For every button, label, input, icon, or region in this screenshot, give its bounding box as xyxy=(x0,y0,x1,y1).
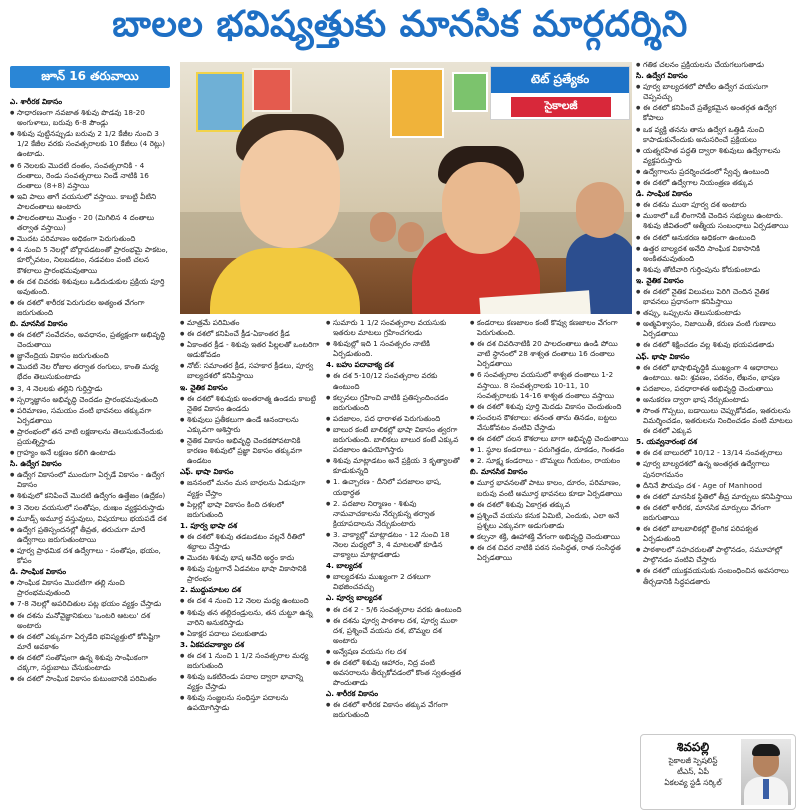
bullet-point: ● ఈ దశను పూర్వ పాఠశాల దశ, పూర్వ ముఠా దశ, ప్రశ్నించే వయసు దశ, బొమ్మల దశ అంటారు xyxy=(326,616,464,646)
author-institute: ఏకలవ్య స్టడీ సర్కిల్ xyxy=(664,778,722,787)
bullet-point: ● మొదట పరిమాణం అధికంగా పెరుగుతుంది xyxy=(10,234,170,244)
bullet-point: ● ఈ దశలో అనుకరణ అధికంగా ఉంటుంది xyxy=(636,233,796,243)
bullet-point: ● ఈ దశలో శిశువు ఆహారం, నిద్ర వంటి అవసరాలను తీర్చుకోవడంలో కొంత స్వతంత్రత పొందుతాడు xyxy=(326,658,464,688)
section-heading: 4. బాల్యదశ xyxy=(326,561,362,571)
author-photo xyxy=(741,739,791,805)
bullet-point: ● జ్ఞానేంద్రియ వికాసం జరుగుతుంది xyxy=(10,351,170,361)
section-heading: 1. పూర్వ భాషా దశ xyxy=(180,520,237,530)
bullet-point: ● ఈ దశ 2 - 5/6 సంవత్సరాల వరకు ఉంటుంది xyxy=(326,605,464,615)
section-heading: బి. మానసిక వికాసం xyxy=(10,318,68,328)
bullet-point: ● ఈ దశ చివర నాటికి పఠన సంసిద్ధత, రాత సంసిద్ధత ఏర్పడతాయి xyxy=(470,543,630,563)
bullet-point: ● సంచలన కౌశలాలు: తనంత తాను తినడం, బట్టలు వేసుకోవటం వంటివి చేస్తాడు xyxy=(470,413,630,433)
column-2 xyxy=(180,318,320,810)
bullet-point: ● సొంత గొప్పలు, బడాయిలు చెప్పుకోవడం, ఇతరులను విమర్శించడం, ఇతరులను నిందించడం వంటి మాటలు ఈ దశలో ఎక్కువ xyxy=(636,406,796,436)
bullet-point: ● 3, 4 నెలలకు తల్లిని గుర్తిస్తాడు xyxy=(10,384,170,394)
bullet-point: ● ఈ దశ బాలురలో 10/12 - 13/14 సంవత్సరాలు xyxy=(636,448,796,458)
bullet-point: ● నోట్: సమాంతర క్రీడ, సహకార క్రీడలు, పూర్వ బాల్యదశలో కనిపిస్తాయి xyxy=(180,361,320,381)
bullet-point: ● పూర్వ బాల్యదశలో పోటీల ఉద్వేగ వయసుగా చెప్పవచ్చు xyxy=(636,82,796,102)
bullet-point: ● ఈ దశలో ఎక్కువగా ఏర్పడేది భవిష్యత్తులో కోపిష్టిగా మారే అవకాశం xyxy=(10,632,170,652)
bullet-point: ● ఈ దశలో శిశువు ఏకాగ్రత తక్కువ xyxy=(470,500,630,510)
bullet-point: ● ప్రశ్నించే వయసు కనుక ఏమిటి, ఎందుకు, ఎలా అనే ప్రశ్నలు ఎక్కువగా అడుగుతాడు xyxy=(470,511,630,531)
bullet-point: ● శిశువు తన తల్లిదండ్రులను, తన చుట్టూ ఉన్న వారిని అనుకరిస్తాడు xyxy=(180,608,320,628)
bullet-point: ● పదజాలం, పద ధారాళత పెరుగుతుంది xyxy=(326,414,464,424)
bullet-point: ● కండరాలు కణజాలం కంటే కొవ్వు కణజాలం వేగంగా పెరుగుతుంది. xyxy=(470,318,630,338)
bullet-point: ● ఈ దశలో ఉద్వేగాల నియంత్రణ తక్కువ xyxy=(636,178,796,188)
bullet-point: ● ఈ దశలో శారీరక పెరుగుదల అత్యంత వేగంగా జరుగుతుంది xyxy=(10,298,170,318)
column-1 xyxy=(10,96,170,808)
tet-special-badge xyxy=(490,66,630,120)
bullet-point: ● ఒక వ్యక్తి తనను తాను ఉద్వేగ ఒత్తిడి నుంచి కాపాడుకునేందుకు అనుసరించే ప్రక్రియలు xyxy=(636,125,796,145)
bullet-point: ● మాత్రమే పరిమితం xyxy=(180,318,320,328)
bullet-point: ● ఈ దశలో శిక్షించడం వల్ల శిశువు భయపడతాడు xyxy=(636,340,796,350)
section-heading: ఎఫ్. భాషా వికాసం xyxy=(636,351,690,361)
bullet-point: ● ఈ దశలో కనిపించే ప్రత్యేకమైన అంతర్గత ఉద్వేగ కోపాలు xyxy=(636,103,796,123)
bullet-point: ● ఈ దశ 1 నుంచి 1 1/2 సంవత్సరాల మధ్య జరుగుతుంది xyxy=(180,651,320,671)
column-5 xyxy=(636,60,796,732)
bullet-point: ● స్పర్శాజ్ఞానం అభివృద్ధి చెందడం ప్రారంభమవుతుంది xyxy=(10,395,170,405)
bullet-point: ● ఈ దశ చివరినాటికి 20 పాలదంతాలు ఉండి పోయి వాటి స్థానంలో 28 శాశ్వత దంతాలు 16 దంతాలు ఏర్పడతాయి xyxy=(470,339,630,369)
bullet-point: ● మూడ్స్ అమూర్త వస్తువులు, విషయాలు భయపడే దశ xyxy=(10,514,170,524)
bullet-point: ● ఈ దశలో శిశువుకు అంతరాత్మ ఉండదు కాబట్టి నైతిక వికాసం ఉండదు xyxy=(180,394,320,414)
bullet-point: ● సాంఘిక వికాసం మొదటిగా తల్లి నుంచి ప్రారంభమవుతుంది xyxy=(10,578,170,598)
bullet-point: ● ఈ దశలో చలన కౌశలాలు బాగా అభివృద్ధి చెందుతాయి xyxy=(470,434,630,444)
tet-special-title: టెట్ ప్రత్యేకం xyxy=(491,67,629,93)
bullet-point: ● శిశువు సంజ్ఞలను సంధిస్తూ పదాలను ఉపయోగిస్తాడు xyxy=(180,693,320,713)
section-heading: 2. ముద్దుమాటల దశ xyxy=(180,585,241,595)
bullet-point: ● సుమారు 1 1/2 సంవత్సరాల వయసుకు ఇతరుల మాటలు గ్రహించగలడు xyxy=(326,318,464,338)
bullet-point: ● శిశువుల్లో ఇది 1 సంవత్సరం నాటికి ఏర్పడుతుంది. xyxy=(326,339,464,359)
bullet-point: ● 1. ఉచ్చారణ - దీనిలో పదజాలం భాష, యథార్థత xyxy=(326,477,464,497)
bullet-point: ● పిల్లల్లో భాషా వికాసం కింది దశలలో జరుగుతుంది xyxy=(180,500,320,520)
bullet-point: ● పదజాలం, పదధారాళత అభివృద్ధి చెందుతాయి xyxy=(636,384,796,394)
bullet-point: ● ఈ దశలో శిశువు తడబడటం వల్లనే రీతిలో శబ్దాలు చేస్తాడు xyxy=(180,532,320,552)
bullet-point: ● ఈ దశలో శారీరక వికాసం తక్కువ వేగంగా జరుగుతుంది xyxy=(326,700,464,720)
bullet-point: ● 4 నుంచి 5 నెలల్లో బోర్లాపడటంతో ప్రారంభమై పాకటం, కూర్చోవటం, నిలబడటం, నడవటం వంటి చలన కౌశలాలు ప్రారంభమవుతాయి xyxy=(10,245,170,275)
bullet-point: ● పాఠశాలలో సహచరులతో పాల్గొనడం, సమూహాల్లో పాల్గొనడం వంటివి చేస్తారు xyxy=(636,545,796,565)
section-heading: డి. సాంఘిక వికాసం xyxy=(636,189,693,199)
continuation-label: జూన్ 16 తరువాయి xyxy=(10,66,170,88)
bullet-point: ● 1. స్థూల కండరాలు - పరుగెత్తడం, దూకడం, గెంతడం xyxy=(470,445,630,455)
bullet-point: ● శిశువు పుట్టినప్పుడు బరువు 2 1/2 కేజీల నుంచి 3 1/2 కేజీల వరకు సంవత్సరాలకు 10 కేజీలు (4 రెట్లు) ఉంటాడు. xyxy=(10,129,170,159)
section-heading: డి. సాంఘిక వికాసం xyxy=(10,567,67,577)
bullet-point: ● మూర్త భావనలతో పాటు కాలం, దూరం, పరిమాణం, బరువు వంటి అమూర్త భావనలు కూడా ఏర్పడతాయి xyxy=(470,478,630,498)
bullet-point: ● ఈ దశలో నైతిక విలువలు పెరిగి చెందిన నైతిక భావనలు ప్రధానంగా కనిపిస్తాయి xyxy=(636,287,796,307)
section-heading: ఇ. నైతిక వికాసం xyxy=(180,382,228,392)
bullet-point: ● శిశువు ఒకటిరెండు పదాల ద్వారా భావాన్ని వ్యక్తం చేస్తాడు xyxy=(180,672,320,692)
bullet-point: ● ఈ దశలో కనిపించే క్రీడ-ఏకాంతర క్రీడ xyxy=(180,329,320,339)
section-heading: ఎ. శారీరక వికాసం xyxy=(10,97,63,106)
section-heading: 4. బహు పదావాక్య దశ xyxy=(326,360,394,370)
bullet-point: ● ఈ దశలో భాషాభివృద్ధికి ముఖ్యంగా 4 ఆధారాలు ఉంటాయి. అవి: శ్రవణం, పఠనం, లేఖనం, భాషణ xyxy=(636,363,796,383)
bullet-point: ● కల్పనా శక్తి, ఊహాశక్తి వేగంగా అభివృద్ధి చెందుతాయి xyxy=(470,532,630,542)
bullet-point: ● శిశువు పుట్టగానే ఏడవటం భాషా వికాసానికి ప్రారంభం xyxy=(180,564,320,584)
bullet-point: ● జననంలో మనం మన బాధలను ఏడుపుగా వ్యక్తం చేస్తాం xyxy=(180,478,320,498)
bullet-point: ● ఈ దశ చివరకు శిశువులు ఒడిదుడుకుల ప్రక్రియ పూర్తి అవుతుంది. xyxy=(10,277,170,297)
bullet-point: ● ఉద్వేగ వికాసంలో ముందుగా ఏర్పడే వికాసం - ఉద్వేగ వికాసం xyxy=(10,470,170,490)
psychology-tag: సైకాలజీ xyxy=(511,97,611,117)
column-3 xyxy=(326,318,464,810)
bullet-point: ● ఈ దశలో సంతోషంగా ఉన్న శిశువు సాంఘికంగా చక్కగా, సర్దుబాటు చేసుకుంటాడు xyxy=(10,653,170,673)
bullet-point: ● దీనినే పౌరుషం దశ - Age of Manhood xyxy=(636,481,796,491)
bullet-point: ● బాల్యదశను ముఖ్యంగా 2 దశలుగా విభజించవచ్చు xyxy=(326,572,464,592)
bullet-point: ● ఉద్వేగ ప్రతిస్పందనల్లో తీవ్రత, తరుచుగా మారే ఉద్వేగాలు జరుగుతుంటాయి xyxy=(10,525,170,545)
section-heading: ఎ. పూర్వ బాల్యదశ xyxy=(326,593,382,603)
bullet-point: ● శిశువు మాట్లాడటం అనే ప్రక్రియ 3 కృత్యాలతో కూడుకున్నది xyxy=(326,456,464,476)
bullet-point: ● పరిమాణం, సమయం వంటి భావనలు తక్కువగా ఏర్పడతాయి xyxy=(10,406,170,426)
bullet-point: ● సాధారణంగా నవజాత శిశువు పొడవు 18-20 అంగుళాలు, బరువు 6-8 పౌండ్లు xyxy=(10,108,170,128)
bullet-point: ● ఈ దశ 4 నుంచి 12 నెలల మధ్య ఉంటుంది xyxy=(180,596,320,606)
bullet-point: ● 6 నెలలకు మొదటి దంతం, సంవత్సరానికి - 4 దంతాలు, రెండు సంవత్సరాలు నిండే నాటికి 16 దంతాలు (8+8) వస్తాయి xyxy=(10,161,170,191)
bullet-point: ● ఏకాక్షర పదాలు పలుకుతాడు xyxy=(180,629,320,639)
bullet-point: ● ముఠాలో ఒకే లింగానికి చెందిన సభ్యులు ఉంటారు. శిశువు జీవితంలో ఆత్మీయ సంబంధాలు ఏర్పడతాయి xyxy=(636,211,796,231)
bullet-point: ● పూర్వ బాల్యదశలో ఉన్న అంతర్గత ఉద్వేగాలు పునరాగమనం xyxy=(636,459,796,479)
bullet-point: ● ఇవి పాలు తాగే వయసులో వస్తాయి. కాబట్టి వీటిని పాలదంతాలు అంటారు xyxy=(10,192,170,212)
bullet-point: ● యత్నరహిత పద్ధతి ద్వారా శిశువులు ఉద్వేగాలను వ్యక్తపరుస్తారు xyxy=(636,146,796,166)
bullet-point: ● నైతిక వికాసం అభివృద్ధి చెందకపోవటానికి కారణం శిశువులో ప్రజ్ఞా వికాసం తక్కువగా ఉండటం xyxy=(180,436,320,466)
bullet-point: ● ఈ దశలో సంవేదనం, అవధానం, ప్రత్యక్షంగా అభివృద్ధి చెందుతాయి xyxy=(10,330,170,350)
bullet-point: ● ఈ దశను ముఠా పూర్వ దశ అంటారు xyxy=(636,200,796,210)
bullet-point: ● పూర్వ ప్రాథమిక దశ ఉద్వేగాలు - సంతోషం, భయం, కోపం xyxy=(10,546,170,566)
headline: బాలల భవిష్యత్తుకు మానసిక మార్గదర్శిని xyxy=(112,4,688,45)
bullet-point: ● శిశువు తోటివారి గుర్తింపును కోరుకుంటాడు xyxy=(636,265,796,275)
section-heading: ఎ. శారీరక వికాసం xyxy=(326,689,379,699)
bullet-point: ● 7-8 నెలల్లో అపరిచితుల పట్ల భయం వ్యక్తం చేస్తాడు xyxy=(10,599,170,609)
section-heading: 3. ఏకపదవాక్యాల దశ xyxy=(180,639,244,649)
bullet-point: ● గ్రాహ్యం అనే లక్షణం కలిగి ఉంటాడు xyxy=(10,448,170,458)
bullet-point: ● శిశువులు ప్రతీకలుగా ఉండే ఆనందాలను ఎక్కువగా ఆశిస్తారు xyxy=(180,415,320,435)
bullet-point: ● ఈ దశలో మానసిక స్థితిలో తీవ్ర మార్పులు కనిపిస్తాయి xyxy=(636,492,796,502)
bullet-point: ● ఈ దశను మనోవైజ్ఞానికులు 'ఒంటరి ఆటలు' దశ అంటారు xyxy=(10,611,170,631)
bullet-point: ● ఈ దశలో శారీరక, మానసిక మార్పులు వేగంగా జరుగుతాయి xyxy=(636,503,796,523)
section-heading: సి. ఉద్వేగ వికాసం xyxy=(636,71,688,81)
bullet-point: ● 3 నెలల వయసులో సంతోషం, దుఃఖం వ్యక్తపరుస్తాడు xyxy=(10,503,170,513)
author-region: టీఎస్, ఏపీ xyxy=(677,767,709,776)
section-heading: 5. యవ్వనారంభ దశ xyxy=(636,437,698,447)
bullet-point: ● ఈ దశ 5-10/12 సంవత్సరాల వరకు ఉంటుంది xyxy=(326,371,464,391)
column-4 xyxy=(470,318,630,810)
bullet-point: ● ఈ దశలో శిశువు పూర్తి మెదడు వికాసం చెందుతుంది xyxy=(470,402,630,412)
bullet-point: ● మొదటి నెల రోజుల తర్వాత రంగులు, కాంతి మధ్య భేదం తెలుసుకుంటాడు xyxy=(10,362,170,382)
author-box xyxy=(640,734,796,810)
bullet-point: ● ఉత్తర బాల్యదశ అనేది సాంఘిక వికాసానికి అంకితమవుతుంది xyxy=(636,244,796,264)
section-heading: ఎఫ్. భాషా వికాసం xyxy=(180,467,234,477)
bullet-point: ● 2. పదజాల నిర్మాణం - శిశువు నామవాచకాలను నేర్చుకున్న తర్వాత క్రియాపదాలను నేర్చుకుంటారు xyxy=(326,499,464,529)
section-heading: సి. ఉద్వేగ వికాసం xyxy=(10,459,62,469)
bullet-point: ● తప్పు, ఒప్పులను తెలుసుకుంటాడు xyxy=(636,308,796,318)
bullet-point: ● 2. సూక్ష్మ కండరాలు - బొమ్మలు గీయటం, రాయటం xyxy=(470,456,630,466)
bullet-point: ● మొదట శిశువు భాష అనేది అర్థం కాదు xyxy=(180,553,320,563)
bullet-point: ● అన్వేషణ వయసు గల దశ xyxy=(326,647,464,657)
bullet-point: ● ఏకాంతర క్రీడ - శిశువు ఇతర పిల్లలతో ఒంటరిగా ఆడుకోవడం xyxy=(180,340,320,360)
bullet-point: ● ఈ దశలో బాలబాలికల్లో లైంగిక పరిపక్వత ఏర్పడుతుంది xyxy=(636,524,796,544)
bullet-point: ● ప్రారంభంలో తన వాటి లక్షణాలను తెలుసుకునేందుకు ప్రయత్నిస్తాడు xyxy=(10,427,170,447)
author-title: సైకాలజీ స్పెషలిస్ట్ xyxy=(668,756,718,765)
bullet-point: ● పాలదంతాలు మొత్తం - 20 (మిగిలిన 4 దంతాలు తర్వాత వస్తాయి) xyxy=(10,213,170,233)
author-name: శివపల్లి xyxy=(676,740,710,754)
bullet-point: ● శిశువులో కనిపించే మొదటి ఉద్వేగం ఉత్తేజం (ఉద్రేకం) xyxy=(10,491,170,501)
bullet-point: ● గతిక చలనం ప్రక్రియలను చేయగలుగుతాడు xyxy=(636,60,796,70)
section-heading: ఇ. నైతిక వికాసం xyxy=(636,275,684,285)
bullet-point: ● అనుకరణ ద్వారా భాష నేర్చుకుంటాడు xyxy=(636,395,796,405)
bullet-point: ● బాలుర కంటే బాలికల్లో భాషా వికాసం త్వరగా జరుగుతుంది. బాలికలు బాలుర కంటే ఎక్కువ పదజాలం ఉపయోగిస్తారు xyxy=(326,425,464,455)
bullet-point: ● 3. వాక్యాల్లో మాట్లాడటం - 12 నుంచి 18 నెలల మధ్యలో 3, 4 మాటలతో కూడిన వాక్యాలు మాట్లాడతాడు xyxy=(326,530,464,560)
bullet-point: ● ఉద్వేగాలను ప్రదర్శించడంలో స్వేచ్ఛ ఉంటుంది xyxy=(636,167,796,177)
section-heading: బి. మానసిక వికాసం xyxy=(470,467,528,477)
bullet-point: ● అత్మవిశ్వాసం, నిజాయితీ, కరుణ వంటి గుణాలు ఏర్పడతాయి xyxy=(636,319,796,339)
bullet-point: ● కల్పనలు గ్రహించి వాటికి ప్రతిస్పందించడం జరుగుతుంది xyxy=(326,393,464,413)
bullet-point: ● 6 సంవత్సరాల వయసులో శాశ్వత దంతాలు 1-2 వస్తాయి. 8 సంవత్సరాలకు 10-11, 10 సంవత్సరాలకు 14-16 శాశ్వత దంతాలు వస్తాయి xyxy=(470,370,630,400)
bullet-point: ● ఈ దశలో సాంఘిక వికాసం కుటుంబానికి పరిమితం xyxy=(10,674,170,684)
bullet-point: ● ఈ దశలో యుక్తవయసుకు సంబంధించిన అవసరాలు తీర్చడానికి సిద్ధపడతారు xyxy=(636,566,796,586)
